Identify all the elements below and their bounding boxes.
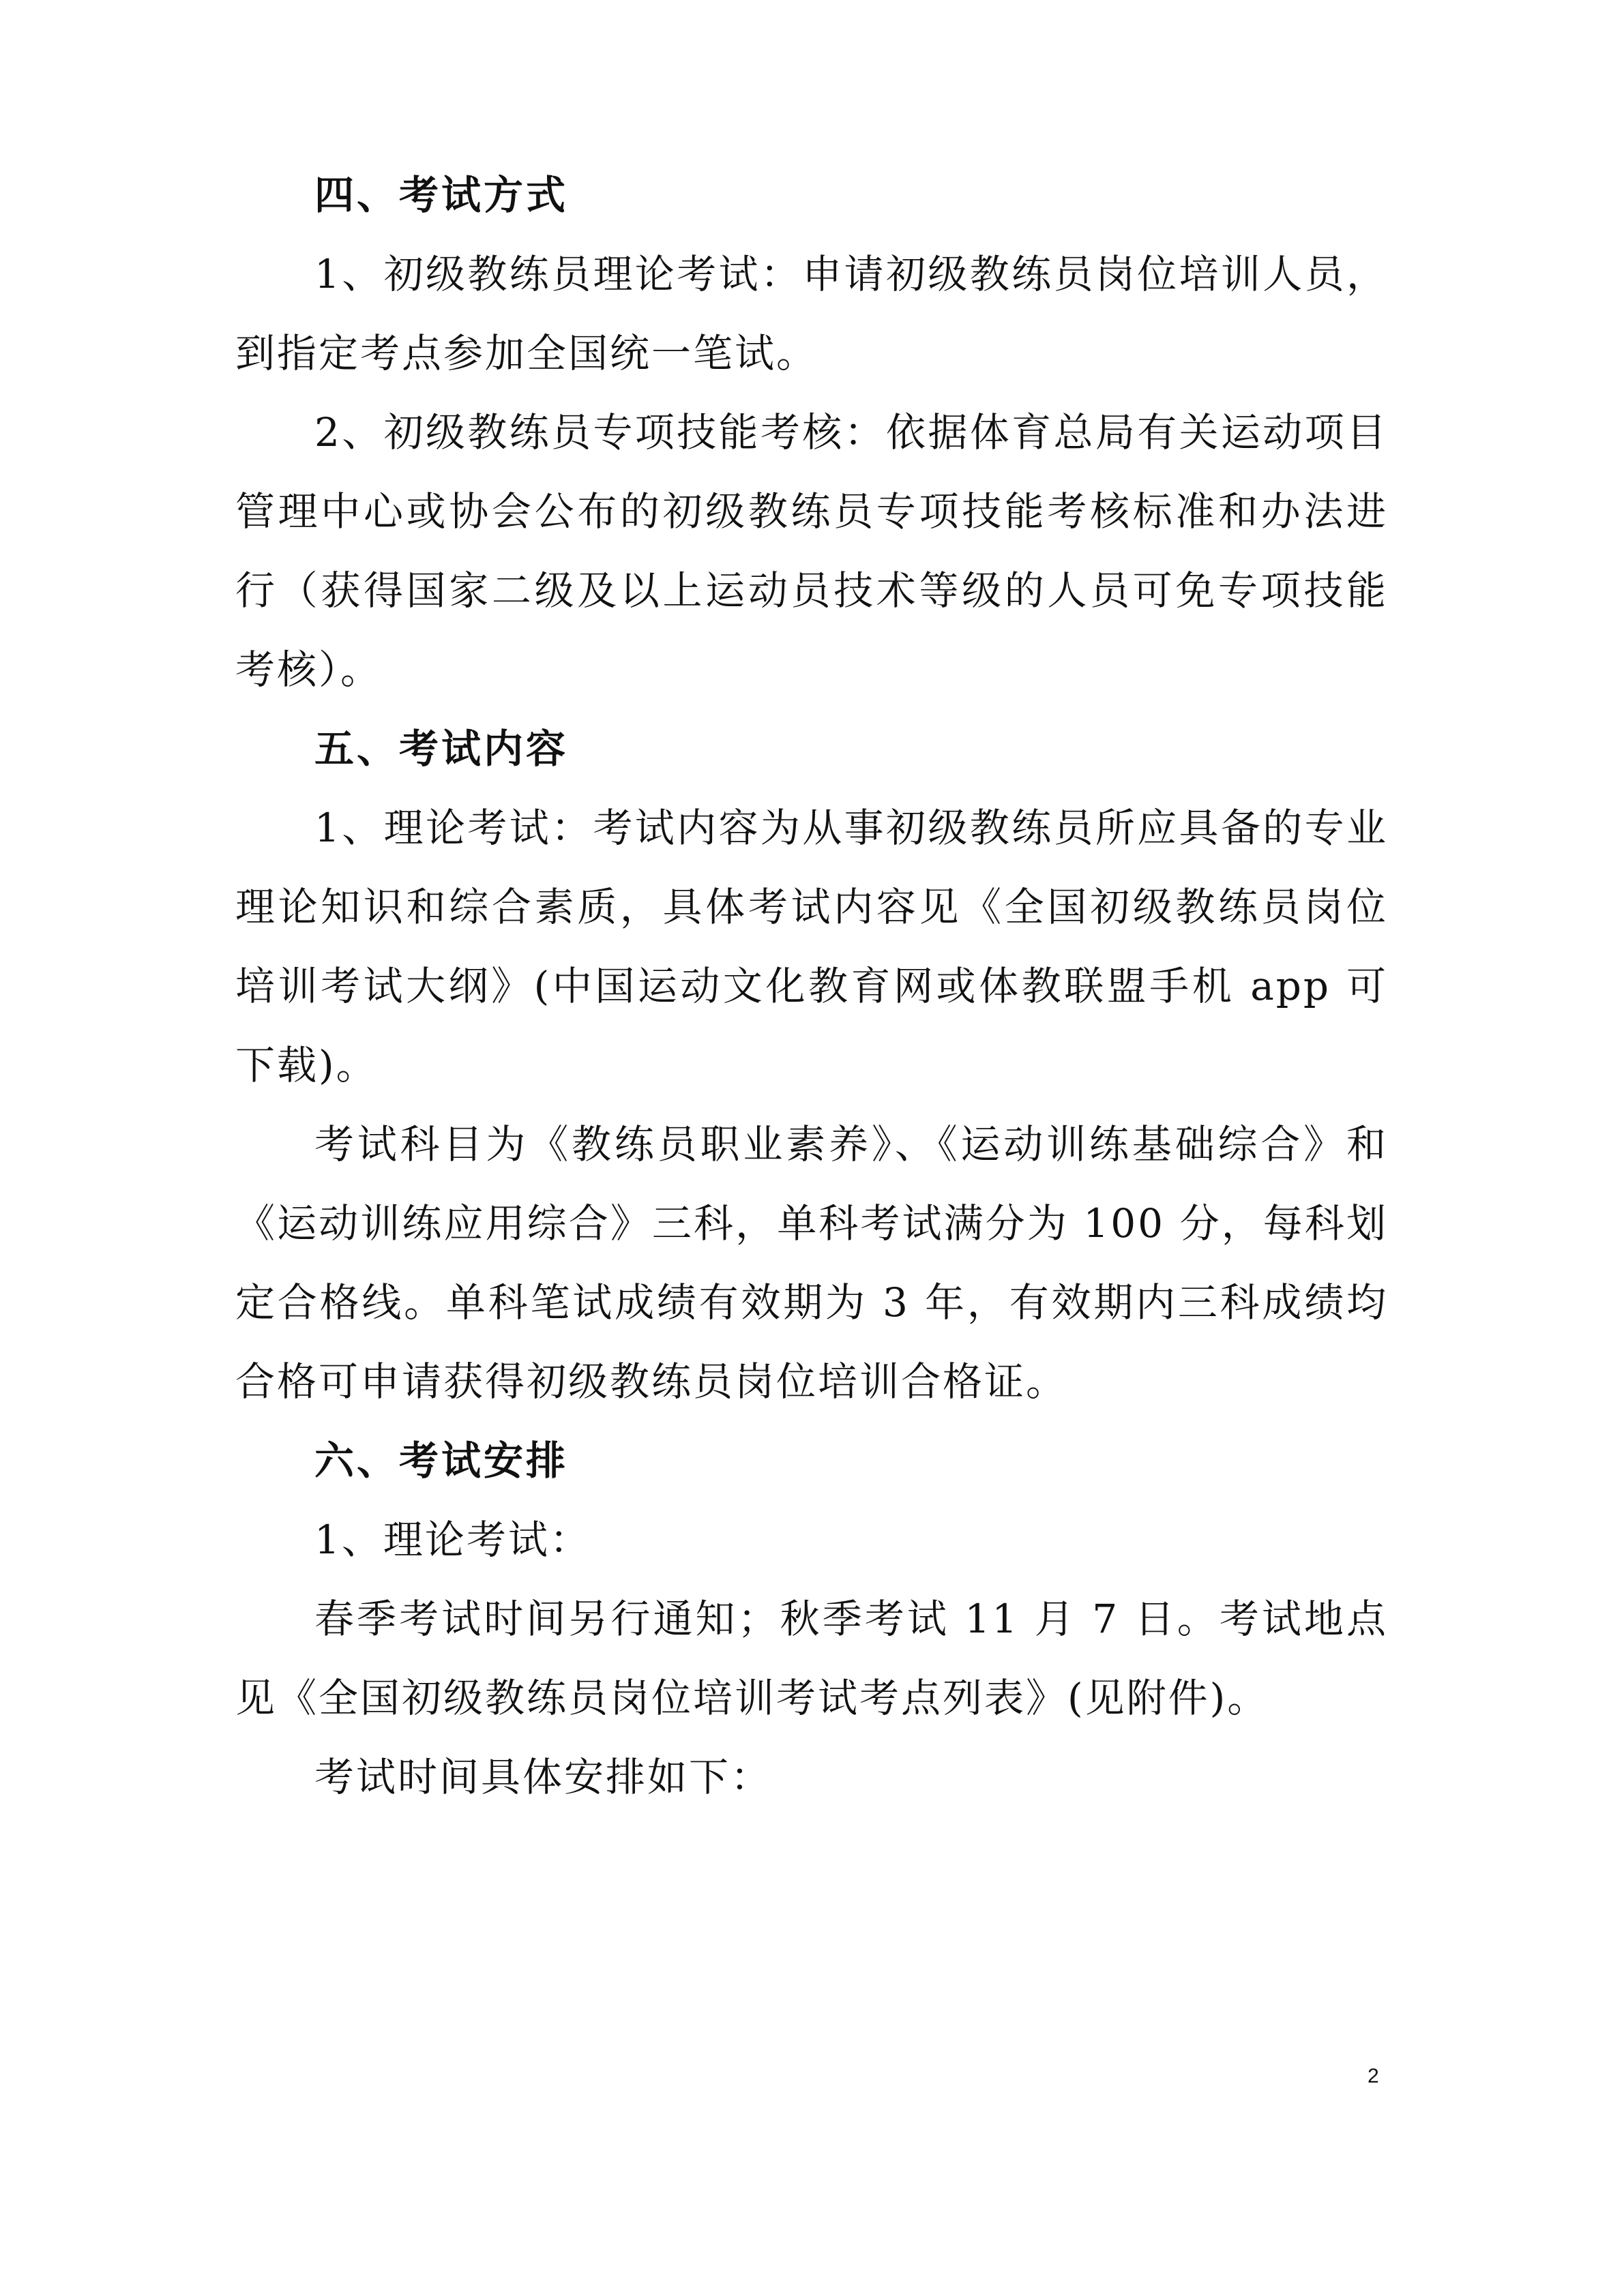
paragraph-theory-exam-label: 1、理论考试： (314, 1517, 591, 1563)
paragraph-exam-dates: 春季考试时间另行通知；秋季考试 11 月 7 日。考试地点见《全国初级教练员岗位培训考试考点列表》(见附件)。 (235, 1596, 1388, 1721)
paragraph-skill-assessment: 2、初级教练员专项技能考核：依据体育总局有关运动项目管理中心或协会公布的初级教练员专项技能考核标准和办法进行（获得国家二级及以上运动员技术等级的人员可免专项技能考核）。 (235, 409, 1388, 693)
section-heading-exam-schedule: 六、考试安排 (314, 1437, 569, 1484)
paragraph-theory-content: 1、理论考试：考试内容为从事初级教练员所应具备的专业理论知识和综合素质，具体考试内容见《全国初级教练员岗位培训考试大纲》(中国运动文化教育网或体教联盟手机 app 可下载)。 (235, 805, 1388, 1088)
paragraph-exam-subjects: 考试科目为《教练员职业素养》、《运动训练基础综合》和《运动训练应用综合》三科，单科考试满分为 100 分，每科划定合格线。单科笔试成绩有效期为 3 年，有效期内三科成绩均合格可申请获得初级教练员岗位培训合格证。 (235, 1121, 1388, 1405)
paragraph-schedule-intro: 考试时间具体安排如下： (314, 1754, 773, 1800)
section-heading-exam-content: 五、考试内容 (314, 726, 569, 772)
page-number: 2 (1368, 2065, 1379, 2087)
section-heading-exam-method: 四、考试方式 (314, 172, 569, 218)
document-body (235, 155, 1388, 1817)
paragraph-theory-exam: 1、初级教练员理论考试：申请初级教练员岗位培训人员，到指定考点参加全国统一笔试。 (235, 251, 1388, 376)
